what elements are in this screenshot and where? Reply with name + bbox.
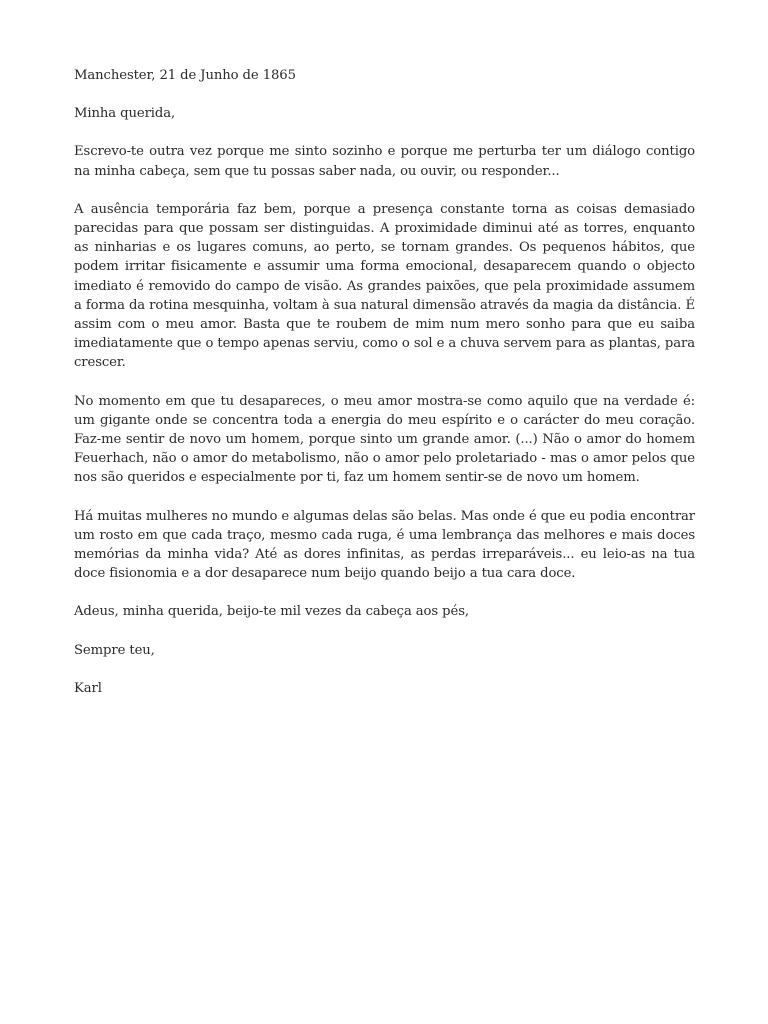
spacer bbox=[74, 181, 695, 200]
letter-signature: Karl bbox=[74, 680, 102, 696]
spacer bbox=[74, 583, 695, 602]
letter-page bbox=[74, 66, 695, 698]
letter-paragraph-4: Há muitas mulheres no mundo e algumas delas são belas. Mas onde é que eu podia encontrar um rosto em que cada traço, mesmo cada ruga, é uma lembrança das melhores e mais doces memórias da minha vida? Até as dores infinitas, as perdas irreparáveis... eu leio-as na tua doce fisionomia e a dor desaparece num beijo quando beijo a tua cara doce. bbox=[74, 508, 695, 582]
letter-farewell: Adeus, minha querida, beijo-te mil vezes da cabeça aos pés, bbox=[74, 604, 469, 620]
spacer bbox=[74, 622, 695, 641]
letter-closing: Sempre teu, bbox=[74, 642, 155, 658]
letter-dateline: Manchester, 21 de Junho de 1865 bbox=[74, 68, 296, 83]
spacer bbox=[74, 373, 695, 392]
letter-paragraph-1: Escrevo-te outra vez porque me sinto sozinho e porque me perturba ter um diálogo contigo na minha cabeça, sem que tu possas saber nada, ou ouvir, ou responder... bbox=[74, 144, 695, 179]
spacer bbox=[74, 488, 695, 507]
spacer bbox=[74, 85, 695, 104]
spacer bbox=[74, 660, 695, 679]
spacer bbox=[74, 123, 695, 142]
letter-paragraph-3: No momento em que tu desapareces, o meu amor mostra-se como aquilo que na verdade é: um gigante onde se concentra toda a energia do meu espírito e o carácter do meu coração. Faz-me sentir de novo um homem, porque sinto um grande amor. (...) Não o amor do homem Feuerhach, não o amor do metabolismo, não o amor pelo proletariado - mas o amor pelos que nos são queridos e especialmente por ti, faz um homem sentir-se de novo um homem. bbox=[74, 393, 695, 486]
letter-paragraph-2: A ausência temporária faz bem, porque a presença constante torna as coisas demasiado parecidas para que possam ser distinguidas. A proximidade diminui até as torres, enquanto as ninharias e os lugares comuns, ao perto, se tornam grandes. Os pequenos hábitos, que podem irritar fisicamente e assumir uma forma emocional, desaparecem quando o objecto imediato é removido do campo de visão. As grandes paixões, que pela proximidade assumem a forma da rotina mesquinha, voltam à sua natural dimensão através da magia da distância. É assim com o meu amor. Basta que te roubem de mim num mero sonho para que eu saiba imediatamente que o tempo apenas serviu, como o sol e a chuva servem para as plantas, para crescer. bbox=[74, 201, 695, 371]
letter-salutation: Minha querida, bbox=[74, 106, 176, 122]
